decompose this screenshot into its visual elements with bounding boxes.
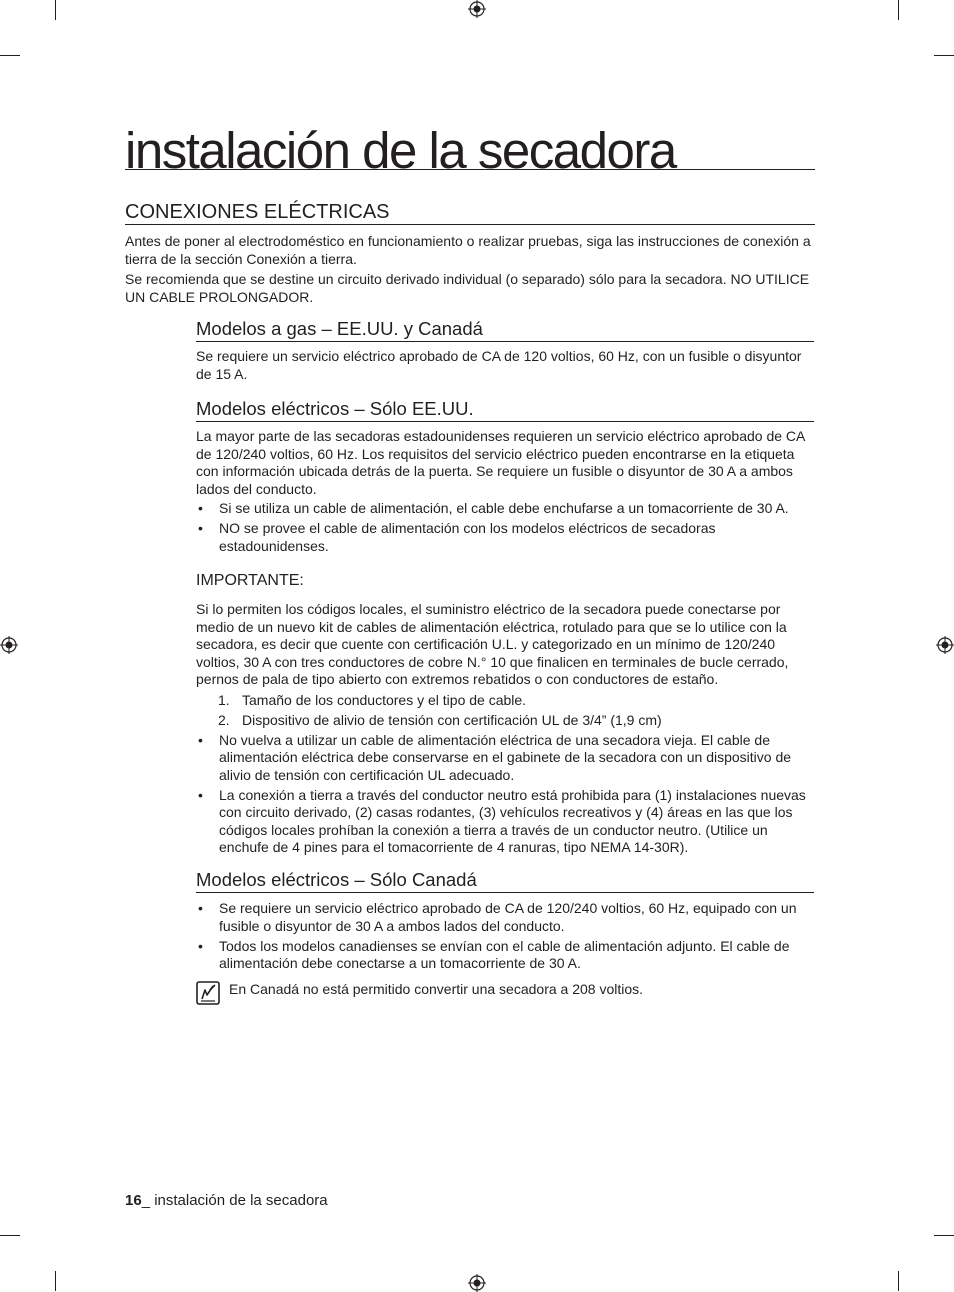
crop-mark xyxy=(934,1235,954,1236)
page-title: instalación de la secadora xyxy=(125,122,815,170)
crop-mark xyxy=(55,1271,56,1291)
list-item: • Si se utiliza un cable de alimentación, el cable debe enchufarse a un tomacorriente de 30 A. xyxy=(198,500,789,516)
intro-paragraph: Se recomienda que se destine un circuito derivado individual (o separado) sólo para la secadora. NO UTILICE UN CABLE PROLONGADOR. xyxy=(125,271,810,305)
list-item: • NO se provee el cable de alimentación con los modelos eléctricos de secadoras estadounidenses. xyxy=(198,520,716,554)
crop-mark xyxy=(55,0,56,20)
list-item: • Todos los modelos canadienses se envían con el cable de alimentación adjunto. El cable de alimentación debe conectarse a un tomacorriente de 30 A. xyxy=(198,937,790,971)
crop-mark xyxy=(934,55,954,56)
section-heading: CONEXIONES ELÉCTRICAS xyxy=(125,200,815,225)
gas-models-text: Se requiere un servicio eléctrico aprobado de CA de 120 voltios, 60 Hz, con un fusible o disyuntor de 15 A. xyxy=(196,348,802,382)
page-footer xyxy=(125,1192,328,1210)
registration-mark-icon xyxy=(0,636,18,654)
crop-mark xyxy=(0,1235,20,1236)
registration-mark-icon xyxy=(468,0,486,18)
list-item: • Se requiere un servicio eléctrico aprobado de CA de 120/240 voltios, 60 Hz, equipado con un fusible o disyuntor de 30 A a ambos lados del conducto. xyxy=(198,900,797,934)
registration-mark-icon xyxy=(936,636,954,654)
list-item: • No vuelva a utilizar un cable de alimentación eléctrica de una secadora vieja. El cable de alimentación eléctrica debe conservarse en el gabinete de la secadora con un dispositivo de alivio de tensión con certificación UL adecuado. xyxy=(198,731,792,783)
crop-mark xyxy=(898,0,899,20)
intro-paragraph: Antes de poner al electrodoméstico en funcionamiento o realizar pruebas, siga las instrucciones de conexión a tierra de la sección Conexión a tierra. xyxy=(125,233,811,267)
crop-mark xyxy=(0,55,20,56)
subheading-gas-models: Modelos a gas – EE.UU. y Canadá xyxy=(196,318,814,342)
electric-us-block xyxy=(196,398,814,558)
note-text: En Canadá no está permitido convertir una secadora a 208 voltios. xyxy=(229,981,644,997)
electric-us-text: La mayor parte de las secadoras estadounidenses requieren un servicio eléctrico aprobado de CA de 120/240 voltios, 60 Hz. Los requisitos del servicio eléctrico pueden encontrarse en la etiqueta con información ubicada detrás de la puerta. Se requiere un fusible o disyuntor de 30 A a ambos lados del conducto. xyxy=(196,428,805,497)
intro-block xyxy=(125,233,815,306)
list-item: 2. Dispositivo de alivio de tensión con certificación UL de 3/4” (1,9 cm) xyxy=(218,711,662,728)
subheading-electric-us: Modelos eléctricos – Sólo EE.UU. xyxy=(196,398,814,422)
crop-mark xyxy=(898,1271,899,1291)
gas-models-block xyxy=(196,318,814,383)
important-heading: IMPORTANTE: xyxy=(196,572,304,589)
electric-ca-block xyxy=(196,869,814,975)
electric-us-bullets xyxy=(196,500,814,555)
footer-label: _ instalación de la secadora xyxy=(141,1192,328,1209)
important-block xyxy=(196,571,814,859)
important-numbered-list xyxy=(196,692,814,730)
electric-ca-bullets xyxy=(196,900,814,973)
important-bullets xyxy=(196,732,814,857)
page-number: 16 xyxy=(125,1192,142,1209)
registration-mark-icon xyxy=(468,1274,486,1292)
subheading-electric-ca: Modelos eléctricos – Sólo Canadá xyxy=(196,869,814,893)
list-item: 1. Tamaño de los conductores y el tipo de cable. xyxy=(218,691,527,708)
note-pencil-icon xyxy=(196,981,220,1005)
list-item: • La conexión a tierra a través del conductor neutro está prohibida para (1) instalaciones nuevas con circuito derivado, (2) casas rodantes, (3) vehículos recreativos y (4) áreas en las que los códigos locales prohíban la conexión a tierra a través de un conductor neutro. (Utilice un enchufe de 4 pines para el tomacorriente de 4 ranuras, tipo NEMA 14-30R). xyxy=(198,786,806,855)
important-text: Si lo permiten los códigos locales, el suministro eléctrico de la secadora puede conectarse por medio de un nuevo kit de cables de alimentación eléctrica, rotulado para que se lo utilice con la secadora, es decir que cuente con certificación U.L. y categorizado en un mínimo de 120/240 voltios, 30 A con tres conductores de cobre N.° 10 que finalicen en terminales de bucle cerrado, pernos de pala de tipo abierto con extremos rebatidos o con conductores de estaño. xyxy=(196,601,789,687)
